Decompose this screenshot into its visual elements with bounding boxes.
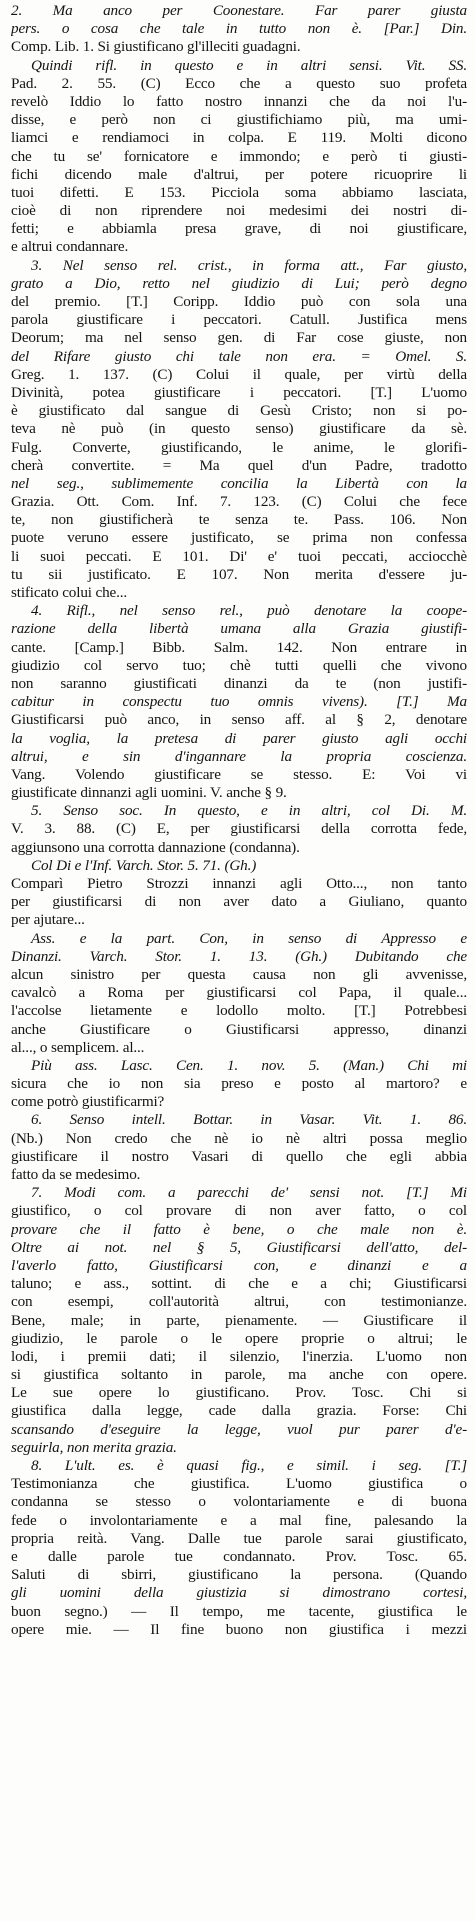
entry-text-line: scansando d'eseguire la legge, vuol pur parer d'e- (11, 1420, 467, 1438)
entry-text-line: e altrui condannare. (11, 238, 129, 256)
dictionary-entry-column (11, 2, 467, 1639)
entry-text-line: cabitur in conspectu tuo omnis vivens). [T.] Ma (11, 693, 467, 711)
entry-text-line: li suoi peccati. E 101. Di' e' tuoi peccati, acciocchè (11, 547, 467, 565)
entry-text-line: grato a Dio, retto nel giudizio di Lui; però degno (11, 274, 467, 292)
entry-text-line: stificato colui che... (11, 584, 128, 601)
entry-text-line: al..., o semplicem. al... (11, 1038, 145, 1056)
entry-text-line: giustificate dinnanzi agli uomini. V. anche § 9. (11, 784, 287, 802)
entry-text-line: Le sue opere lo giustificano. Prov. Tosc. Chi si (11, 1384, 467, 1402)
entry-text-line: che tu se' fornicatore e immondo; e però ti giusti- (11, 147, 467, 165)
entry-text-line: 4. Rifl., nel senso rel., può denotare la coope- (31, 602, 467, 620)
entry-text-line: opere mie. — Il fine buono non giustifica i mezzi (11, 1620, 467, 1638)
entry-text-line: Comp. Lib. 1. Si giustificano gl'illeciti guadagni. (11, 38, 301, 56)
entry-text-line: Grazia. Ott. Com. Inf. 7. 123. (C) Colui che fece (11, 493, 467, 511)
entry-text-line: 3. Nel senso rel. crist., in forma att., Far giusto, (31, 256, 467, 274)
entry-text-line: Vang. Volendo giustificare se stesso. E: Voi vi (11, 765, 467, 783)
entry-text-line: puote veruno essere justificato, se prima non confessa (11, 529, 467, 547)
entry-text-line: Giustificarsi può anco, in senso aff. al § 2, denotare (11, 711, 467, 729)
entry-text-line: con esempi, coll'autorità altrui, con testimonianze. (11, 1293, 467, 1311)
entry-text-line: Deorum; ma nel senso gen. di Far cose giuste, non (11, 329, 467, 347)
entry-text-line: come potrò giustificarmi? (11, 1093, 165, 1111)
entry-text-line: parola giustificare i peccatori. Catull. Justifica mens (11, 311, 467, 329)
entry-text-line: 7. Modi com. a parecchi de' sensi not. [T.] Mi (31, 1184, 467, 1202)
entry-text-line: giustifico, o col provare di non aver fatto, o col (11, 1202, 467, 1220)
entry-text-line: giudizio col servo tuo; chè tutti quelli che vivono (11, 656, 467, 674)
entry-text-line: 8. L'ult. es. è quasi fig., e simil. i seg. [T.] (31, 1457, 467, 1474)
entry-text-line: Divinità, potea giustificare i peccatori. [T.] L'uomo (11, 383, 467, 401)
entry-text-line: Greg. 1. 137. (C) Colui il quale, per virtù della (11, 365, 467, 383)
entry-text-line: disse, e però non ci giustifichiamo più, ma umi- (11, 111, 467, 129)
entry-text-line: sicura che io non sia preso e posto al martoro? e (11, 1075, 467, 1093)
entry-text-line: del premio. [T.] Coripp. Iddio può con sola una (11, 293, 467, 310)
entry-text-line: fatto da se medesimo. (11, 1166, 141, 1183)
entry-text-line: Pad. 2. 55. (C) Ecco che a questo suo profeta (11, 74, 467, 92)
entry-text-line: V. 3. 88. (C) E, per giustificarsi della corrotta fede, (11, 820, 467, 838)
entry-text-line: Oltre ai not. nel § 5, Giustificarsi dell'atto, del- (11, 1238, 467, 1256)
entry-text-line: tuoi difetti. E 153. Picciola soma abbiamo lasciata, (11, 183, 467, 201)
entry-text-line: (Nb.) Non credo che nè io nè altri possa meglio (11, 1129, 467, 1147)
entry-text-line: Ass. e la part. Con, in senso di Appresso e (31, 929, 467, 947)
entry-text-line: l'accolse lietamente e lodollo molto. [T.] Potrebbesi (11, 1002, 467, 1020)
entry-text-line: provare che il fatto è bene, o che male non è. (11, 1220, 467, 1238)
entry-text-line: 6. Senso intell. Bottar. in Vasar. Vit. 1. 86. (31, 1111, 467, 1129)
entry-text-line: Dinanzi. Varch. Stor. 1. 13. (Gh.) Dubitando che (11, 947, 467, 965)
entry-text-line: Saluti di sbirri, giustificano la persona. (Quando (11, 1566, 467, 1584)
entry-text-line: cante. [Camp.] Bibb. Salm. 142. Non entrare in (11, 638, 467, 656)
entry-text-line: 2. Ma anco per Coonestare. Far parer giusta (11, 2, 467, 19)
entry-text-line: non saranno giustificati dinanzi da te (non justifi- (11, 674, 467, 692)
entry-text-line: tu sii justificato. E 107. Non merita d'essere ju- (11, 565, 467, 583)
entry-text-line: giudizio, le parole o le opere proprie o altrui; le (11, 1329, 467, 1347)
entry-text-line: 5. Senso soc. In questo, e in altri, col Di. M. (31, 802, 467, 820)
entry-text-line: anche Giustificare o Giustificarsi appresso, dinanzi (11, 1020, 467, 1038)
entry-text-line: te, non giustificherà te senza te. Pass. 106. Non (11, 511, 467, 529)
entry-text-line: l'averlo fatto, Giustificarsi con, e dinanzi e a (11, 1256, 467, 1274)
entry-text-line: cioè di non riprendere noi medesimi dei nostri di- (11, 202, 467, 220)
entry-text-line: buon segno.) — Il tempo, me tacente, giustifica le (11, 1602, 467, 1620)
entry-text-line: cherà convertite. = Ma quel d'un Padre, tradotto (11, 456, 467, 474)
entry-text-line: fede o involontariamente e a mal fine, palesando la (11, 1511, 467, 1529)
entry-text-line: la voglia, la pretesa di parer giusto agli occhi (11, 729, 467, 747)
entry-text-line: giustificare il nostro Vasari di quello che egli abbia (11, 1147, 467, 1165)
entry-text-line: teva nè può (in questo senso) giustificare da sè. (11, 420, 467, 438)
entry-text-line: per ajutare... (11, 911, 85, 929)
entry-text-line: cavalcò a Roma per giustificarsi col Papa, il quale... (11, 984, 467, 1002)
entry-text-line: del Rifare giusto chi tale non era. = Omel. S. (11, 347, 467, 365)
entry-text-line: altrui, e sin d'ingannare la propria coscienza. (11, 747, 467, 765)
entry-text-line: Più ass. Lasc. Cen. 1. nov. 5. (Man.) Chi mi (31, 1056, 467, 1074)
entry-text-line: taluno; e ass., sottint. di che e a chi; Giustificarsi (11, 1275, 467, 1293)
entry-text-line: e dalle parole tue condannato. Prov. Tosc. 65. (11, 1547, 467, 1565)
entry-text-line: pers. o cosa che tale in tutto non è. [Par.] Din. (11, 20, 467, 38)
entry-text-line: liamci e rendiamoci in colpa. E 119. Molti dicono (11, 129, 467, 147)
entry-text-line: revelò Iddio lo fatto nostro innanzi che da noi l'u- (11, 92, 467, 110)
entry-text-line: nel seg., sublimemente concilia la Libertà con la (11, 474, 467, 492)
entry-text-line: fichi dicendo male d'altrui, per potere ricuoprire li (11, 165, 467, 183)
entry-text-line: Testimonianza che giustifica. L'uomo giustifica o (11, 1475, 467, 1493)
entry-text-line: lodi, i premii dati; il silenzio, l'inerzia. L'uomo non (11, 1347, 467, 1365)
entry-text-line: Fulg. Converte, giustificando, le anime, le glorifi- (11, 438, 467, 456)
entry-text-line: gli uomini della giustizia si dimostrano cortesi, (11, 1584, 467, 1602)
entry-text-line: aggiunsono una corrotta dannazione (condanna). (11, 838, 300, 856)
entry-text-line: Bene, male; in parte, pienamente. — Giustificare il (11, 1311, 467, 1329)
entry-text-line: si giustifica soltanto in parole, ma anche con opere. (11, 1366, 467, 1384)
entry-text-line: propria reità. Vang. Dalle tue parole sarai giustificato, (11, 1529, 467, 1547)
entry-text-line: condanna se stesso o volontariamente e di buona (11, 1493, 467, 1511)
entry-text-line: razione della libertà umana alla Grazia giustifi- (11, 620, 467, 638)
entry-text-line: fetti; e abbiamla presa grave, di noi giustificare, (11, 220, 467, 238)
entry-text-line: alcun sinistro per questa causa non gli avvenisse, (11, 965, 467, 983)
entry-text-line: Col Di e l'Inf. Varch. Stor. 5. 71. (Gh.) (31, 856, 257, 874)
entry-text-line: seguirla, non merita grazia. (11, 1438, 177, 1456)
entry-text-line: per giustificarsi di non aver dato a Giuliano, quanto (11, 893, 467, 911)
entry-text-line: giustifica dalla legge, cade dalla grazia. Forse: Chi (11, 1402, 467, 1420)
entry-text-line: Comparì Pietro Strozzi innanzi agli Otto..., non tanto (11, 875, 467, 892)
entry-text-line: è giustificato dal sangue di Gesù Cristo; non si po- (11, 402, 467, 420)
entry-text-line: Quindi rifl. in questo e in altri sensi. Vit. SS. (31, 56, 467, 74)
